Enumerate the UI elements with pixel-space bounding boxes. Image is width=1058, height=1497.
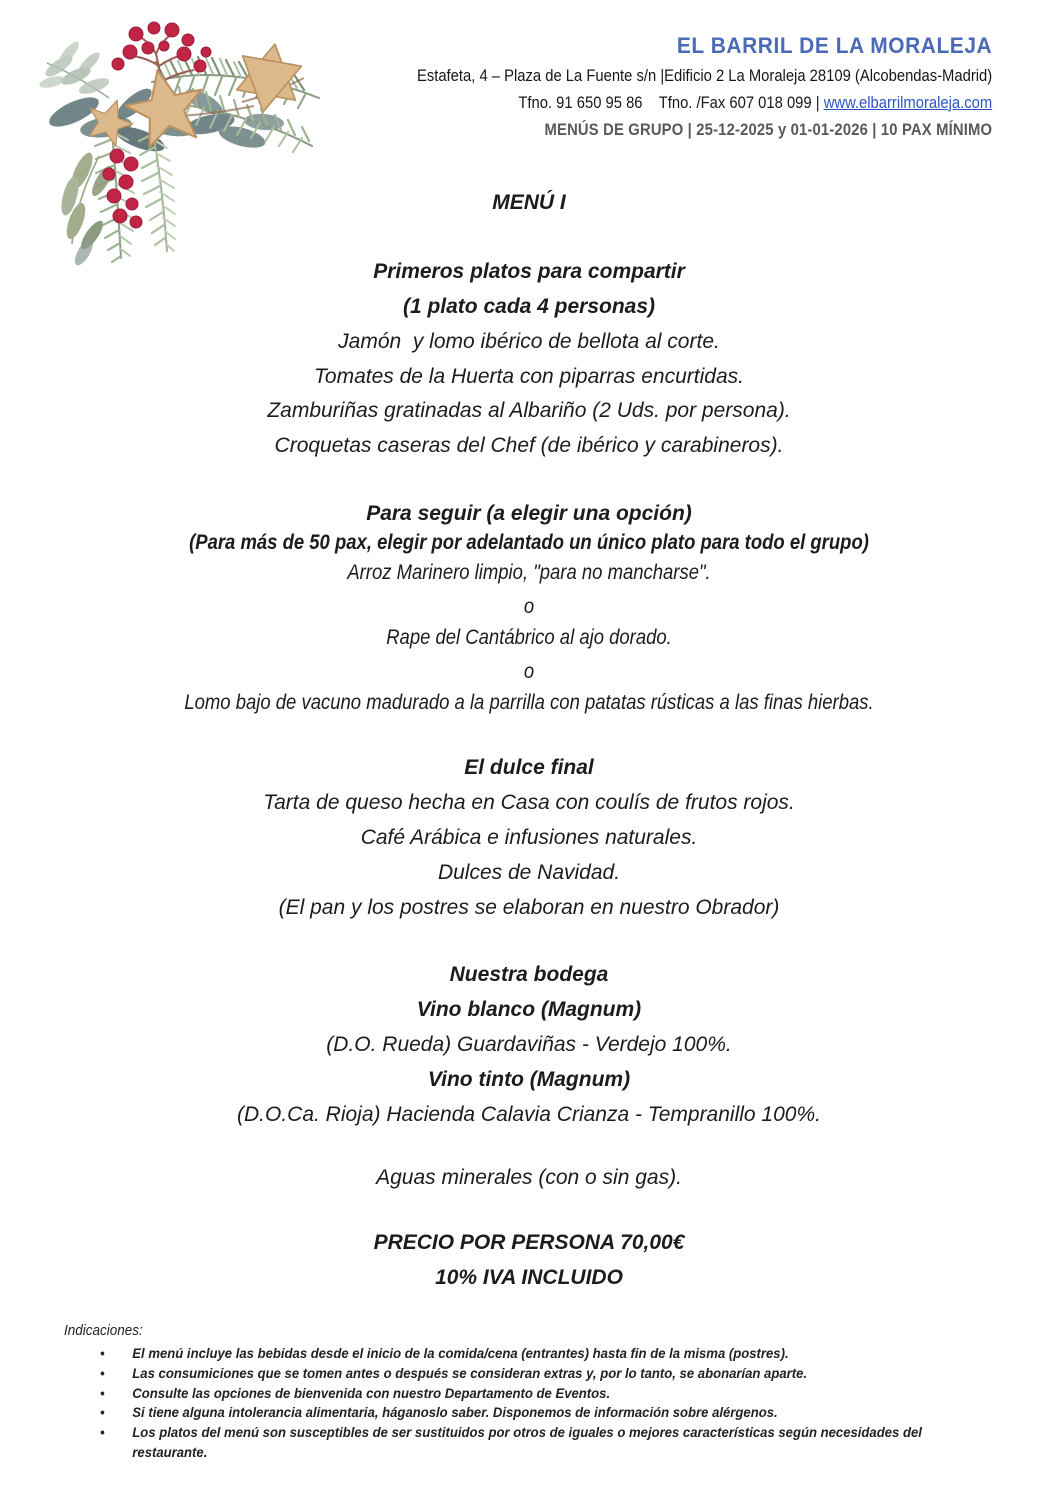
dish-line: Tarta de queso hecha en Casa con coulís de frutos rojos. (263, 791, 795, 814)
light-leaves (38, 39, 111, 98)
mains-note: (Para más de 50 pax, elegir por adelantado un único plato para todo el grupo) (189, 531, 869, 554)
red-wine-title: Vino tinto (Magnum) (427, 1068, 631, 1091)
header (331, 33, 992, 140)
or-separator: o (523, 660, 535, 683)
starters-note: (1 plato cada 4 personas) (402, 295, 656, 318)
red-wine-detail: (D.O.Ca. Rioja) Hacienda Calavia Crianza - Tempranillo 100%. (237, 1103, 821, 1126)
water-line: Aguas minerales (con o sin gas). (376, 1166, 682, 1189)
dish-line: Lomo bajo de vacuno madurado a la parrilla con patatas rústicas a las finas hierbas. (184, 691, 874, 714)
footer-bullet-item: • Consulte las opciones de bienvenida con nuestro Departamento de Eventos. (100, 1384, 961, 1404)
section-mains-title: Para seguir (a elegir una opción) (366, 502, 692, 525)
phone-numbers: Tfno. 91 650 95 86 Tfno. /Fax 607 018 099 | (518, 93, 824, 112)
footer-bullet-item: • Si tiene alguna intolerancia alimentaria, háganoslo saber. Disponemos de información sobre alérgenos. (100, 1403, 961, 1423)
or-separator: o (523, 595, 535, 618)
dish-line: Dulces de Navidad. (437, 861, 621, 884)
contact-line (417, 93, 992, 113)
dish-line: Café Arábica e infusiones naturales. (360, 826, 698, 849)
footer-bullet-item: • Las consumiciones que se tomen antes o después se consideran extras y, por lo tanto, se abonarían aparte. (100, 1364, 961, 1384)
menu-title: MENÚ I (492, 191, 566, 214)
bullet-icon: • (100, 1425, 105, 1441)
christmas-decoration-image (14, 6, 326, 292)
dish-line: Arroz Marinero limpio, "para no mancharse". (347, 561, 711, 584)
dish-line: Croquetas caseras del Chef (de ibérico y carabineros). (274, 434, 784, 457)
group-menu-line: MENÚS DE GRUPO | 25-12-2025 y 01-01-2026 | 10 PAX MÍNIMO (544, 120, 992, 139)
address-line: Estafeta, 4 – Plaza de La Fuente s/n |Edificio 2 La Moraleja 28109 (Alcobendas-Madrid) (416, 66, 992, 85)
bullet-icon: • (100, 1365, 105, 1381)
dish-line: Zamburiñas gratinadas al Albariño (2 Uds. por persona). (267, 399, 791, 422)
price-line: PRECIO POR PERSONA 70,00€ (373, 1231, 685, 1254)
bullet-icon: • (100, 1385, 105, 1401)
dish-line: Rape del Cantábrico al ajo dorado. (386, 626, 672, 649)
footer-bullet-item: • El menú incluye las bebidas desde el inicio de la comida/cena (entrantes) hasta fin de la misma (postres). (100, 1344, 961, 1364)
bullet-icon: • (100, 1346, 105, 1361)
restaurant-name: EL BARRIL DE LA MORALEJA (676, 33, 992, 58)
bullet-icon: • (100, 1405, 105, 1421)
footer-indications-list (100, 1344, 1006, 1463)
white-wine-title: Vino blanco (Magnum) (416, 998, 642, 1021)
vat-line: 10% IVA INCLUIDO (435, 1266, 623, 1289)
section-dessert-title: El dulce final (464, 756, 594, 779)
white-wine-detail: (D.O. Rueda) Guardaviñas - Verdejo 100%. (326, 1033, 732, 1056)
section-starters-title: Primeros platos para compartir (373, 260, 685, 283)
dish-line: Jamón y lomo ibérico de bellota al corte. (338, 330, 720, 353)
bakery-note: (El pan y los postres se elaboran en nuestro Obrador) (278, 896, 780, 919)
dish-line: Tomates de la Huerta con piparras encurtidas. (314, 365, 744, 388)
footer-indications-label: Indicaciones: (64, 1323, 143, 1339)
footer-bullet-item: • Los platos del menú son susceptibles de ser sustituidos por otros de iguales o mejores características según necesidades del restaurante. (100, 1423, 961, 1463)
website-link[interactable]: www.elbarrilmoraleja.com (823, 93, 992, 112)
section-winery-title: Nuestra bodega (449, 963, 609, 986)
